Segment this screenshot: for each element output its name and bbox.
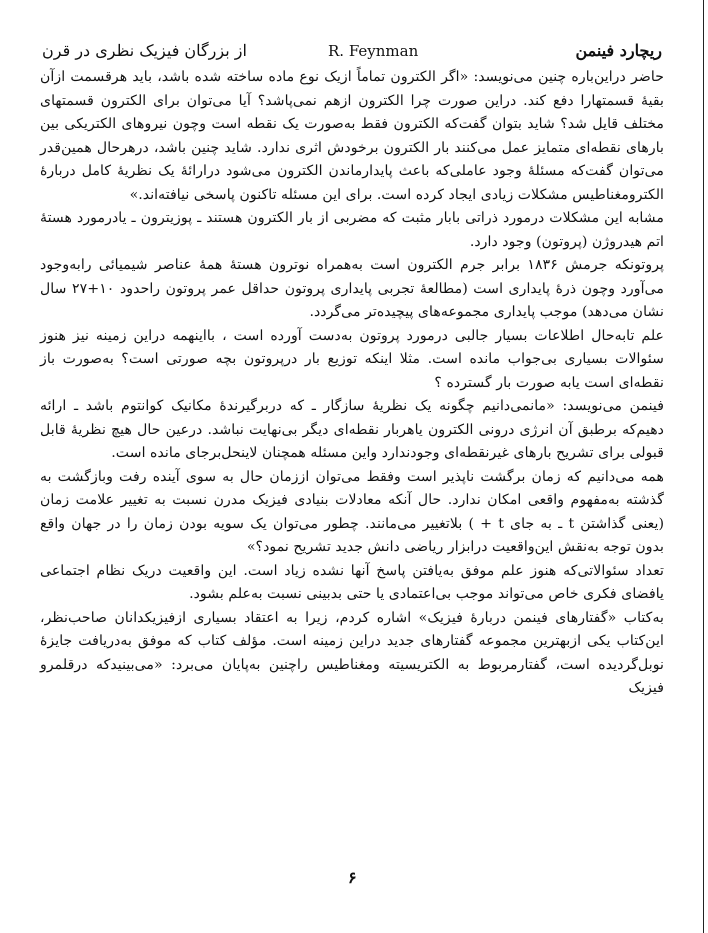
paragraph-2: مشابه این مشکلات درمورد ذراتی بابار مثبت که مضربی از بار الکترون هستند ـ پوزیترون ـ یادرمورد هستهٔ اتم هیدروژن (پروتون) وجود دارد. bbox=[40, 210, 664, 250]
paragraph-4: علم تابه‌حال اطلاعات بسیار جالبی درمورد پروتون به‌دست آورده است ، بااینهمه دراین زمینه نیز هنوز سئوالات بسیاری بی‌جواب مانده است. مثلا اینکه توزیع بار درپروتون بچه صورتی است؟ به‌صورت باز نقطه‌ای است یابه صورت بار گسترده ؟ bbox=[40, 327, 664, 391]
page-number: ۶ bbox=[348, 868, 357, 887]
header-chapter-title: از بزرگان فیزیک نظری در قرن bbox=[42, 41, 247, 60]
page-edge-line bbox=[703, 0, 704, 933]
paragraph-5: فینمن می‌نویسد: «مانمی‌دانیم چگونه یک نظریهٔ سازگار ـ که دربرگیرندهٔ مکانیک کوانتوم باشد ـ ارائه دهیم‌که برطبق آن انرژی درونی الکترون یاهربار نقطه‌ای دیگر بی‌نهایت نباشد. درعین حال هیچ نظریهٔ قابل قبولی برای تشریح بارهای غیرنقطه‌ای وجودندارد واین مسئله همچنان لاینحل‌برجای مانده است. bbox=[40, 398, 664, 461]
header-author-name: ریچارد فینمن bbox=[575, 41, 662, 60]
header-latin-name: R. Feynman bbox=[328, 42, 419, 60]
paragraph-6: همه می‌دانیم که زمان برگشت ناپذیر است وفقط می‌توان اززمان حال به سوی آینده رفت وبازگشت به گذشته به‌مفهوم واقعی امکان ندارد. حال آنکه معادلات بنیادی فیزیک مدرن نسبت به تغییر علامت زمان (یعنی گذاشتن t ـ به جای t + ) بلاتغییر می‌مانند. چطور می‌توان یک سویه بودن زمان را در جهان واقع بدون توجه به‌نقش این‌واقعیت درابزار ریاضی دانش جدید تشریح نمود؟» bbox=[40, 468, 665, 555]
running-header bbox=[42, 40, 662, 64]
paragraph-8: به‌کتاب «گفتارهای فینمن دربارهٔ فیزیک» اشاره کردم، زیرا به اعتقاد بسیاری ازفیزیکدانان صاحب‌نظر، این‌کتاب یکی ازبهترین مجموعه گفتارهای جدید دراین زمینه است. مؤلف کتاب که موفق به‌دریافت جایزهٔ نوبل‌گردیده است، گفتارمربوط به الکتریسیته ومغناطیس راچنین به‌پایان می‌برد: «می‌بینیدکه درقلمرو فیزیک bbox=[40, 609, 664, 696]
page-body bbox=[40, 66, 664, 701]
paragraph-3: پروتونکه جرمش ۱۸۳۶ برابر جرم الکترون است به‌همراه نوترون هستهٔ همهٔ عناصر شیمیائی رابه‌وجود می‌آورد وچون ذرهٔ پایداری است (مطالعهٔ تجربی پایداری پروتون حداقل عمر پروتون راحدود ۱۰+۲۷ سال نشان می‌دهد) موجب پایداری مجموعه‌های پیچیده‌تر می‌گردد. bbox=[40, 257, 665, 320]
paragraph-7: تعداد سئوالاتی‌که هنوز علم موفق به‌یافتن پاسخ آنها نشده زیاد است. این واقعیت دریک نظام اجتماعی یافضای فکری خاص می‌تواند موجب بی‌اعتمادی یا حتی بدبینی نسبت به‌علم بشود. bbox=[40, 562, 664, 602]
paragraph-1: حاضر دراین‌باره چنین می‌نویسد: «اگر الکترون تماماً ازیک نوع ماده ساخته شده باشد، باید هرقسمت ازآن بقیهٔ قسمتهارا دفع کند. دراین صورت چرا الکترون ازهم نمی‌پاشد؟ آیا می‌توان برای الکترون قسمتهای مختلف قایل شد؟ شاید بتوان گفت‌که الکترون فقط به‌صورت یک نقطه است وچون نیروهای الکتریکی بین بارهای نقطه‌ای متمایز عمل می‌کنند بار الکترون برخودش اثری ندارد. شاید چنین باشد، درهرحال همین‌قدر می‌توان گفت‌که مسئلهٔ وجود عاملی‌که باعث پایدارماندن الکترون می‌شود درارائهٔ یک نظریهٔ کامل دربارهٔ الکترومغناطیس مشکلات زیادی ایجاد کرده است. برای این مسئله تاکنون پاسخی نیافته‌اند.» bbox=[40, 69, 664, 203]
